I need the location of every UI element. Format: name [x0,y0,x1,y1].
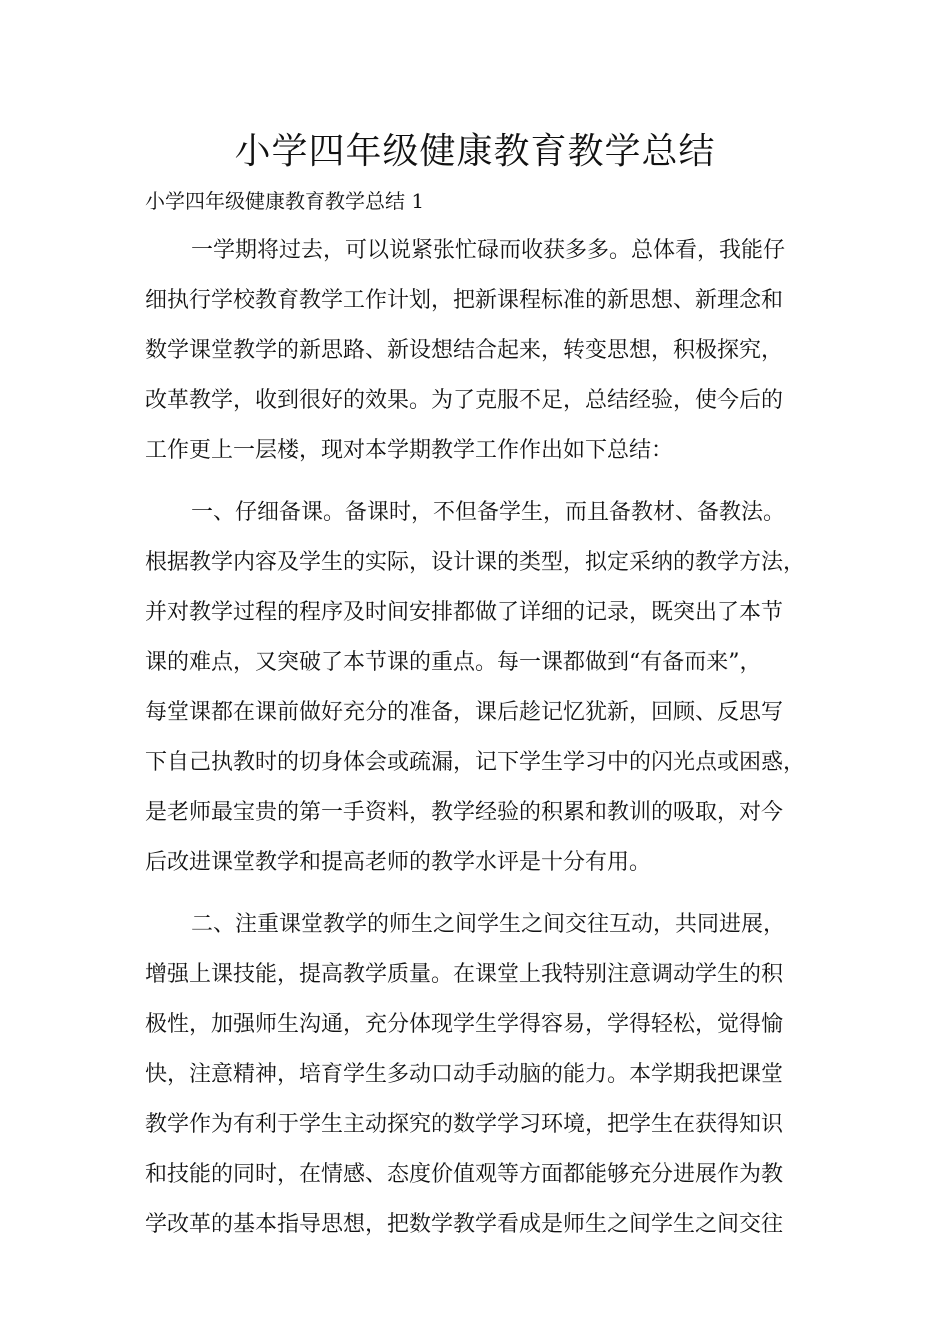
paragraph-line: 二、注重课堂教学的师生之间学生之间交往互动，共同进展， [191,912,786,937]
paragraph-line: 快，注意精神，培育学生多动口动手动脑的能力。本学期我把课堂 [145,1062,784,1087]
paragraph-line: 课的难点，又突破了本节课的重点。每一课都做到“有备而来”， [145,650,762,675]
paragraph-spacer [145,896,825,908]
paragraph-spacer [145,484,825,496]
paragraph-line: 和技能的同时，在情感、态度价值观等方面都能够充分进展作为教 [145,1162,784,1187]
paragraph [145,908,825,1258]
paragraph-line: 增强上课技能，提高教学质量。在课堂上我特别注意调动学生的积 [145,962,784,987]
document-body [145,234,825,1258]
paragraph-line: 极性，加强师生沟通，充分体现学生学得容易，学得轻松，觉得愉 [145,1012,784,1037]
paragraph-line: 改革教学，收到很好的效果。为了克服不足，总结经验，使今后的 [145,388,784,413]
paragraph-line: 工作更上一层楼，现对本学期教学工作作出如下总结： [145,438,674,463]
paragraph-line: 学改革的基本指导思想，把数学教学看成是师生之间学生之间交往 [145,1212,784,1237]
document-title: 小学四年级健康教育教学总结 [234,131,716,172]
paragraph-line: 并对教学过程的程序及时间安排都做了详细的记录，既突出了本节 [145,600,784,625]
paragraph-line: 细执行学校教育教学工作计划，把新课程标准的新思想、新理念和 [145,288,784,313]
paragraph-line: 教学作为有利于学生主动探究的数学学习环境，把学生在获得知识 [145,1112,784,1137]
paragraph-line: 是老师最宝贵的第一手资料，教学经验的积累和教训的吸取，对今 [145,800,784,825]
paragraph-line: 一学期将过去，可以说紧张忙碌而收获多多。总体看，我能仔 [191,238,786,263]
paragraph [145,496,825,896]
paragraph [145,234,825,484]
paragraph-line: 后改进课堂教学和提高老师的教学水评是十分有用。 [145,850,652,875]
paragraph-line: 每堂课都在课前做好充分的准备，课后趁记忆犹新，回顾、反思写 [145,700,784,725]
paragraph-line: 下自己执教时的切身体会或疏漏，记下学生学习中的闪光点或困惑， [145,750,806,775]
paragraph-line: 根据教学内容及学生的实际，设计课的类型，拟定采纳的教学方法， [145,550,806,575]
document-subtitle: 小学四年级健康教育教学总结 1 [145,189,425,213]
paragraph-line: 一、仔细备课。备课时，不但备学生，而且备教材、备教法。 [191,500,786,525]
paragraph-line: 数学课堂教学的新思路、新设想结合起来，转变思想，积极探究， [145,338,784,363]
